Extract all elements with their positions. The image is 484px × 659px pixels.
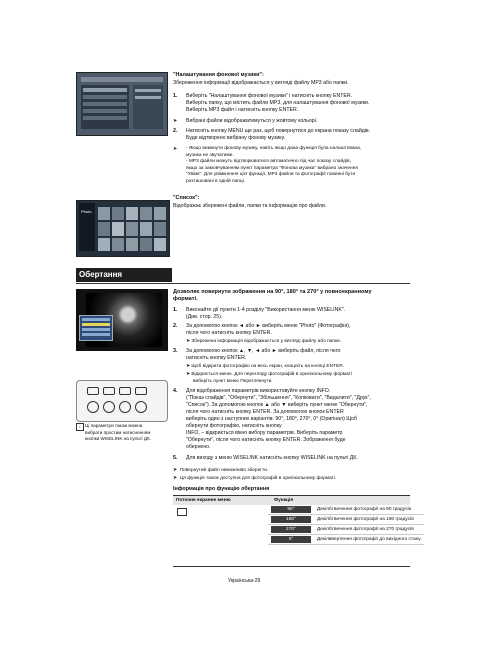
section-divider	[76, 283, 410, 284]
rotate-desc: Декілбтвичення фотографії на 180 градусів	[314, 515, 424, 525]
screen-titlebar	[81, 77, 163, 82]
page-number: Українська-29	[228, 578, 261, 584]
rotate-desc: Декілбтвичення фотографії на 90 градусів	[314, 505, 424, 515]
bgm-heading: "Налаштування фонової музики":	[173, 72, 264, 78]
section-header-bar	[76, 268, 172, 282]
note-arrow-icon: ➤	[173, 146, 178, 152]
remote-caption: Ці параметри також можна вибрати простим натисненням кнопки WISELINK на пульті ДК.	[85, 423, 151, 441]
screen-options-panel	[133, 85, 163, 129]
photo-thumb-grid	[98, 207, 166, 251]
table-row	[268, 515, 424, 525]
table-row	[268, 505, 424, 515]
rotate-desc: Декілввертення фотографії до вихідного стану	[314, 535, 424, 545]
remote-button	[87, 387, 99, 395]
step-text: Для виходу з меню WISELINK натисніть кнопку WISELINK на пульті ДК.	[186, 455, 358, 461]
table-row	[268, 535, 424, 545]
rotate-popup-menu	[79, 315, 113, 341]
note-text: ➤ Збережена інформація відображається у вигляді файлу або папки.	[186, 339, 342, 344]
table-title: Інформація про функцію обертання	[173, 486, 270, 492]
list-heading: "Список":	[173, 195, 200, 201]
bgm-menu-screenshot	[76, 72, 168, 136]
notes-block: - Якщо вимкнути фонову музику, навіть якщо дана функція була налаштована, музика не звучатиме. - MP3 файли можуть відтворюватися автоматично під час показу слайдів, якщо за замовчуванням пункт параметра "Фонова музика" вибрано значення "Увімк". Для увімкнення цієї функції, MP3 файли та фотографії повинні бути розташовані в одній папці.	[186, 146, 362, 184]
step-number: 1.	[173, 307, 178, 313]
table-header-cell: Функція	[274, 498, 294, 503]
rotate-table	[173, 496, 421, 545]
remote-button	[103, 387, 115, 395]
list-text: Відображає збережені файли, папки та інформацію про файли.	[173, 203, 327, 209]
notes-block: ➤ Повернутий файл неможливо зберегти. ➤ Ця функція також доступна для фотографій в оригінальному форматі.	[173, 468, 337, 481]
table-header-row	[173, 496, 410, 505]
step-text: Для відображення параметрів використовуйте кнопку INFO. ("Показ слайдів", "Обернути", "Збільшення", "Копіювати", "Видалити", "Друк", "Список"). За допомогою кнопок ▲ або ▼ виберіть пункт меню "Обернути", після чого натисніть кнопку ENTER. За допомогою кнопок ENTER виберіть один з наступних варіантів: 90°, 180°, 270°, 0° (Оригінал) Щоб обернути фотографію, натисніть кнопку INFO, – відкриється вікно вибору параметрів. Виберіть параметр "Обернути", після чого натисніть кнопку ENTER. Зображення буде обернено.	[186, 388, 371, 450]
step-text: За допомогою кнопок ▲, ▼, ◄ або ► виберіть файл, після чого натисніть кнопку ENTER.	[186, 348, 341, 361]
table-row	[268, 525, 424, 535]
step-text: Виконайте дії пункти 1-4 розділу "Використання меню WISELINK". (Див. стор. 25).	[186, 307, 346, 320]
remote-round-button	[87, 401, 99, 413]
bgm-subtext: Збереження інформації відображається у вигляді файлу MP3 або папки.	[173, 80, 349, 86]
rotate-value: 90°	[271, 506, 311, 513]
photo-menu-screenshot	[76, 200, 170, 257]
step-number: 4.	[173, 388, 178, 394]
screen-list-panel	[81, 85, 129, 129]
step-text: Натисніть кнопку MENU ще раз, щоб повернутися до екрана показу слайдів. Буде відтворено вибрану фонову музику.	[186, 128, 371, 141]
note-arrow-icon: ➤	[173, 118, 178, 124]
rotate-desc: Декілбтвичення фотографії на 270 градусів	[314, 525, 424, 535]
rotate-value: 270°	[271, 526, 311, 533]
rotate-value: 180°	[271, 516, 311, 523]
remote-round-button	[103, 401, 115, 413]
remote-control-illustration	[76, 380, 168, 422]
remote-round-button	[119, 401, 131, 413]
remote-button	[119, 387, 131, 395]
note-text: Вибрані файли відображатимуться у жовтому кольорі.	[186, 118, 318, 124]
notes-block: ➤ Щоб відкрити фотографію на весь екран, клацніть на кнопці ENTER. ➤ Відкриється меню. Для перегляду фотографій в оригінальному форматі виберіть пункт меню Перегляннути.	[186, 364, 352, 384]
remote-button	[135, 387, 147, 395]
table-header-cell: Поточне екранне меню	[176, 498, 231, 503]
step-text: За допомогою кнопок ◄ або ► виберіть меню "Photo" (Фотографія), після чого натисніть кнопку ENTER.	[186, 323, 351, 336]
table-rule	[173, 566, 410, 567]
step-number: 1.	[173, 93, 178, 99]
remote-round-button	[135, 401, 147, 413]
step-number: 3.	[173, 348, 178, 354]
rotate-screenshot	[76, 289, 168, 351]
photo-title: Photo	[81, 209, 92, 214]
rotate-osd-icon	[177, 508, 187, 516]
step-number: 2.	[173, 128, 178, 134]
rotate-value: 0°	[271, 536, 311, 543]
step-number: 5.	[173, 455, 178, 461]
step-number: 2.	[173, 323, 178, 329]
step-text: Виберіть "Налаштування фонової музики" і натисніть кнопку ENTER. Виберіть папку, що містить файли MP3, для налаштування фонової музики. Виберіть MP3 файл і натисніть кнопку ENTER.	[186, 93, 370, 113]
rotate-options-table	[268, 505, 424, 545]
rotate-intro: Дозволяє повернути зображення на 90°, 180° та 270° у повноекранному форматі.	[173, 289, 372, 302]
photo-sidebar	[79, 203, 95, 251]
hint-icon: i	[76, 423, 84, 431]
section-title: Обертання	[79, 270, 123, 279]
